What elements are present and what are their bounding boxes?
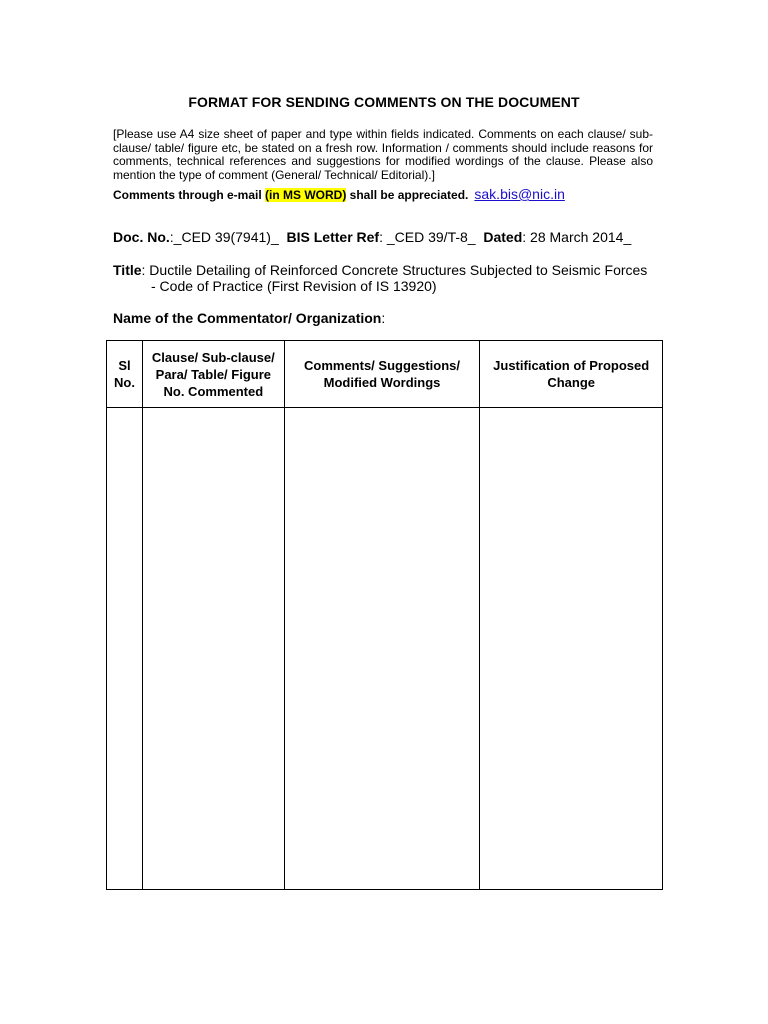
header-sl-no: Sl No. (107, 341, 143, 408)
table-header-row (107, 341, 663, 408)
table-row (107, 408, 663, 890)
document-heading: FORMAT FOR SENDING COMMENTS ON THE DOCUMENT (188, 94, 580, 110)
title-info (113, 262, 673, 294)
dated-value: : 28 March 2014_ (522, 229, 632, 245)
commentator-line (113, 310, 673, 326)
bis-ref-label: BIS Letter Ref (286, 229, 380, 245)
dated-label: Dated (483, 229, 523, 245)
bis-ref-value: : _CED 39/T-8_ (379, 229, 476, 245)
ms-word-highlight: (in MS WORD) (265, 188, 347, 202)
cell-comments[interactable] (284, 408, 480, 890)
email-link[interactable]: sak.bis@nic.in (474, 186, 565, 202)
commentator-colon: : (381, 310, 386, 326)
cell-justification[interactable] (480, 408, 663, 890)
email-instruction-prefix: Comments through e-mail (113, 188, 266, 202)
email-instruction-suffix: shall be appreciated. (346, 188, 469, 202)
header-comments: Comments/ Suggestions/ Modified Wordings (284, 341, 480, 408)
cell-clause[interactable] (142, 408, 284, 890)
email-instruction (113, 186, 673, 203)
header-justification: Justification of Proposed Change (480, 341, 663, 408)
doc-no-label: Doc. No. (113, 229, 170, 245)
comments-table (106, 340, 663, 890)
commentator-label: Name of the Commentator/ Organization (113, 310, 382, 326)
title-label: Title (113, 262, 142, 278)
header-clause: Clause/ Sub-clause/ Para/ Table/ Figure No. Commented (142, 341, 284, 408)
doc-info-line (113, 229, 673, 245)
title-line-1: : Ductile Detailing of Reinforced Concrete Structures Subjected to Seismic Forces (141, 262, 648, 278)
instructions-paragraph: [Please use A4 size sheet of paper and type within fields indicated. Comments on each clause/ sub-clause/ table/ figure etc, be stated on a fresh row. Information / comments should include reasons for comments, technical references and suggestions for modified wordings of the clause. Please also mention the type of comment (General/ Technical/ Editorial).] (113, 127, 653, 182)
doc-no-value: :_CED 39(7941)_ (169, 229, 279, 245)
title-line-2: - Code of Practice (First Revision of IS 13920) (151, 278, 437, 294)
cell-sl-no[interactable] (107, 408, 143, 890)
